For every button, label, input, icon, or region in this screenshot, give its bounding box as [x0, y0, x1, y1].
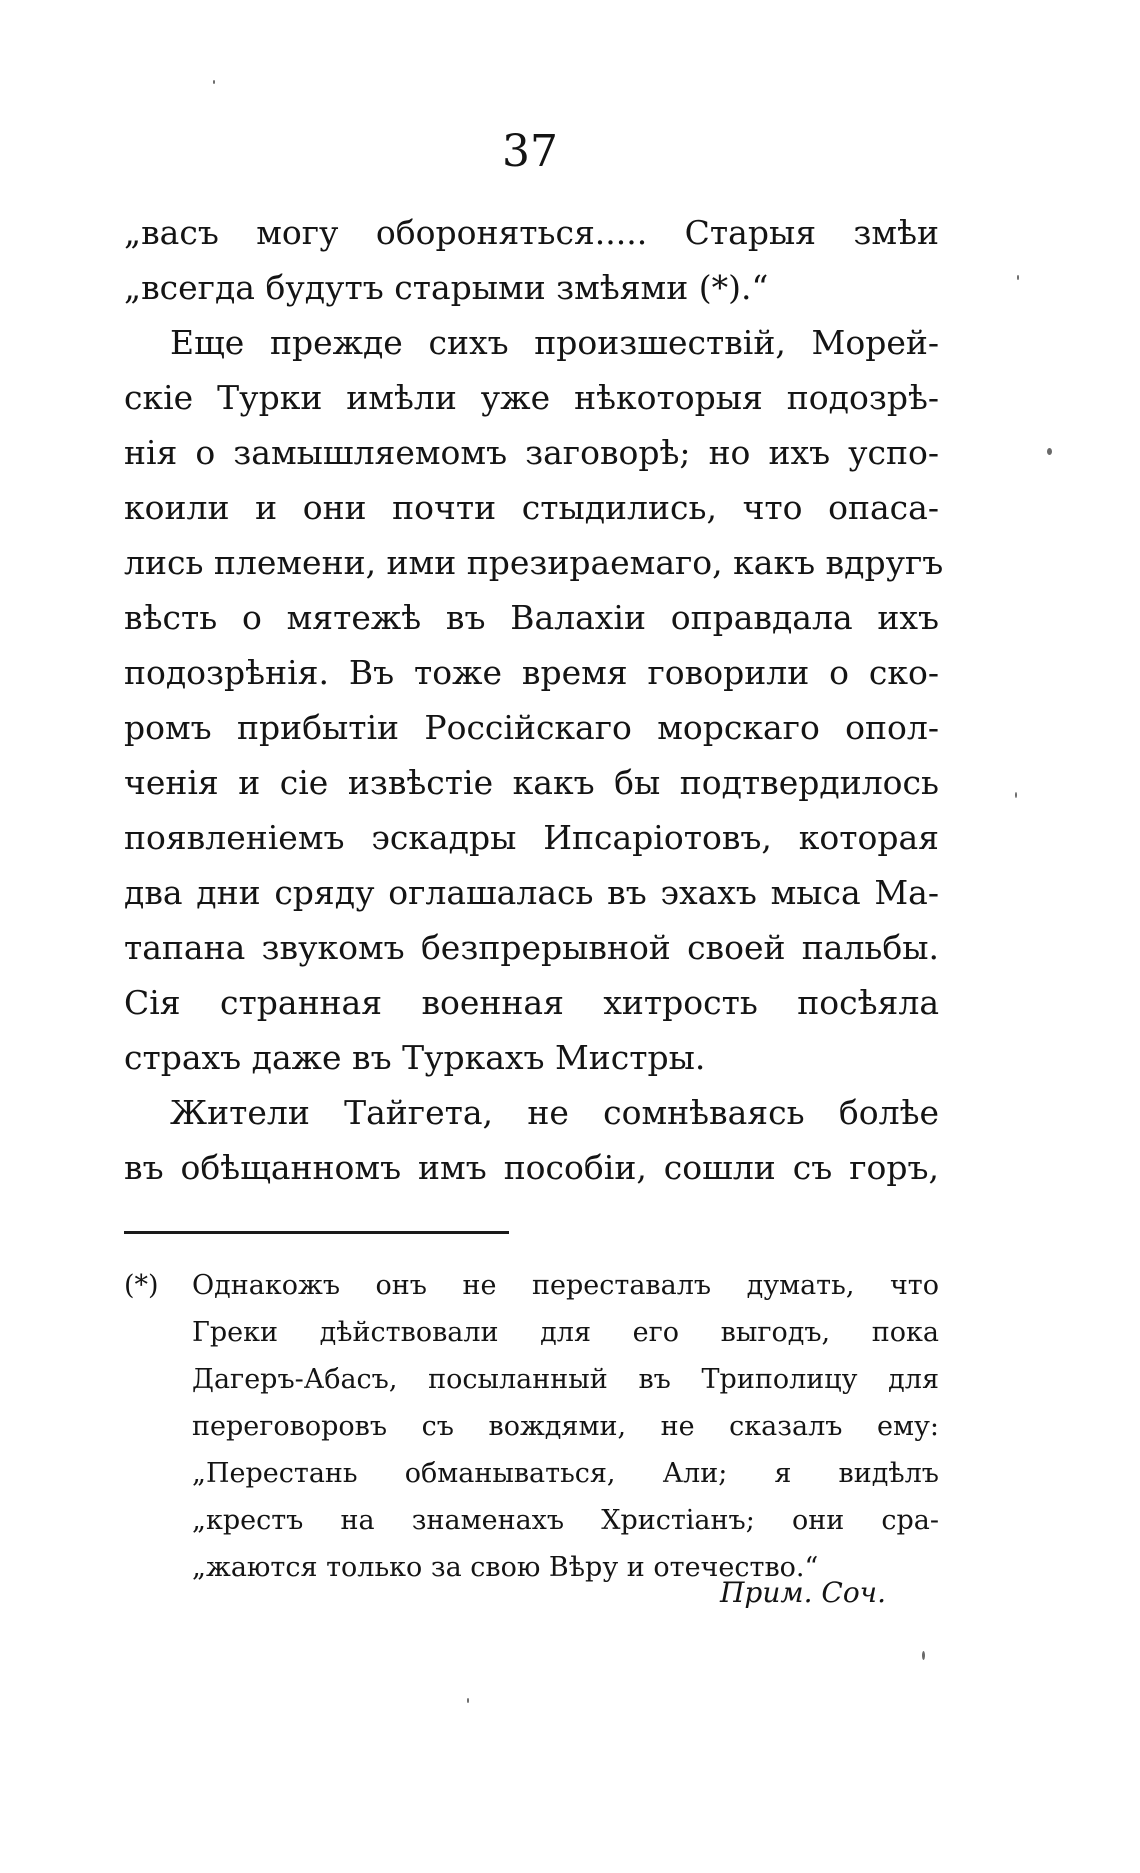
footnote-marker: (*) — [124, 1270, 159, 1301]
text-line: два дни сряду оглашалась въ эхахъ мыса Ма- — [124, 873, 939, 912]
text-line: Сія странная военная хитрость посѣяла — [124, 983, 939, 1022]
footnote-text: Однакожъ онъ не переставалъ думать, что — [192, 1270, 939, 1301]
paragraph-start-line: Жители Тайгета, не сомнѣваясь болѣе — [170, 1093, 939, 1132]
footnote-line: „Перестань обманываться, Али; я видѣлъ — [192, 1458, 939, 1489]
text-line: въ обѣщанномъ имъ пособіи, сошли съ горъ, — [124, 1148, 939, 1187]
text-line: лись племени, ими презираемаго, какъ вдругъ — [124, 543, 944, 582]
footnote-divider — [124, 1231, 509, 1234]
footnote-line: „крестъ на знаменахъ Христіанъ; они сра- — [192, 1505, 939, 1536]
print-speck — [1017, 275, 1019, 280]
footnote — [124, 1262, 939, 1591]
footnote-line: „жаются только за свою Вѣру и отечество.“ — [192, 1552, 819, 1583]
text-line: „всегда будутъ старыми змѣями (*).“ — [124, 268, 769, 307]
print-speck — [213, 80, 215, 84]
text-line: нія о замышляемомъ заговорѣ; но ихъ успо- — [124, 433, 939, 472]
text-line: коили и они почти стыдились, что опаса- — [124, 488, 939, 527]
main-text — [124, 205, 944, 1195]
text-line: скіе Турки имѣли уже нѣкоторыя подозрѣ- — [124, 378, 939, 417]
text-line: появленіемъ эскадры Ипсаріотовъ, которая — [124, 818, 939, 857]
text-line: подозрѣнія. Въ тоже время говорили о ско- — [124, 653, 939, 692]
footnote-line: Дагеръ-Абасъ, посыланный въ Триполицу для — [192, 1364, 939, 1395]
paragraph-start-line: Еще прежде сихъ произшествій, Морей- — [170, 323, 939, 362]
print-speck — [467, 1698, 469, 1703]
footnote-line — [124, 1262, 939, 1309]
page-number: 37 — [502, 126, 558, 177]
print-speck — [922, 1651, 925, 1660]
text-line: тапана звукомъ безпрерывной своей пальбы. — [124, 928, 939, 967]
text-line: вѣсть о мятежѣ въ Валахіи оправдала ихъ — [124, 598, 939, 637]
footnote-line: переговоровъ съ вождями, не сказалъ ему: — [192, 1411, 939, 1442]
footnote-signature: Прим. Соч. — [720, 1576, 886, 1609]
print-speck — [1047, 448, 1052, 455]
text-line: ромъ прибытіи Россійскаго морскаго опол- — [124, 708, 939, 747]
footnote-line: Греки дѣйствовали для его выгодъ, пока — [192, 1317, 939, 1348]
text-line: страхъ даже въ Туркахъ Мистры. — [124, 1038, 706, 1077]
text-line: ченія и сіе извѣстіе какъ бы подтвердилось — [124, 763, 939, 802]
print-speck — [1015, 792, 1017, 798]
text-line: „васъ могу обороняться..... Старыя змѣи — [124, 213, 939, 252]
